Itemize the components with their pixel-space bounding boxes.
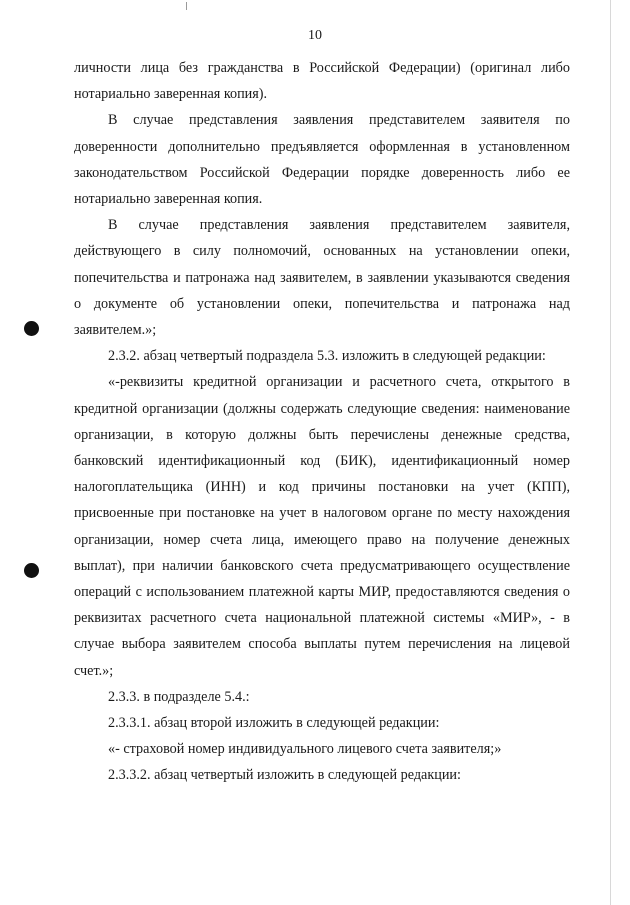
paragraph: 2.3.3. в подразделе 5.4.: [108,688,250,705]
paragraph: 2.3.3.1. абзац второй изложить в следующей редакции: [108,715,440,732]
scan-edge [610,0,611,905]
punch-hole [24,321,39,336]
document-body [74,55,570,789]
paragraph: В случае представления заявления представителем заявителя, действующего в силу полномочий, основанных на установлении опеки, попечительства и патронажа над заявителем, в заявлении указываются сведения о документе об установлении опеки, попечительства и патронажа над заявителем.»; [74,217,570,339]
paragraph: «-реквизиты кредитной организации и расчетного счета, открытого в кредитной организации (должны содержать следующие сведения: наименование организации, в которую должны быть перечислены денежные средства, банковский идентификационный код (БИК), идентификационный номер налогоплательщика (ИНН) и код причины постановки на учет (КПП), присвоенные при постановке на учет в налоговом органе по месту нахождения организации, номер счета лица, имеющего право на получение денежных выплат), при наличии банковского счета предусматривающего осуществление операций с использованием платежной карты МИР, предоставляются сведения о реквизитах расчетного счета национальной платежной системы «МИР», - в случае выбора заявителем способа выплаты путем перечисления на лицевой счет.»; [74,374,570,679]
paragraph: 2.3.3.2. абзац четвертый изложить в следующей редакции: [108,767,461,784]
paragraph: «- страховой номер индивидуального лицевого счета заявителя;» [108,741,502,758]
paragraph: личности лица без гражданства в Российской Федерации) (оригинал либо нотариально заверенная копия). [74,60,570,103]
scan-artifact [186,2,187,10]
page-number: 10 [308,28,322,43]
punch-hole [24,563,39,578]
paragraph: В случае представления заявления представителем заявителя по доверенности дополнительно предъявляется оформленная в установленном законодательством Российской Федерации порядке доверенность либо ее нотариально заверенная копия. [74,112,570,208]
paragraph: 2.3.2. абзац четвертый подраздела 5.3. изложить в следующей редакции: [108,348,546,365]
